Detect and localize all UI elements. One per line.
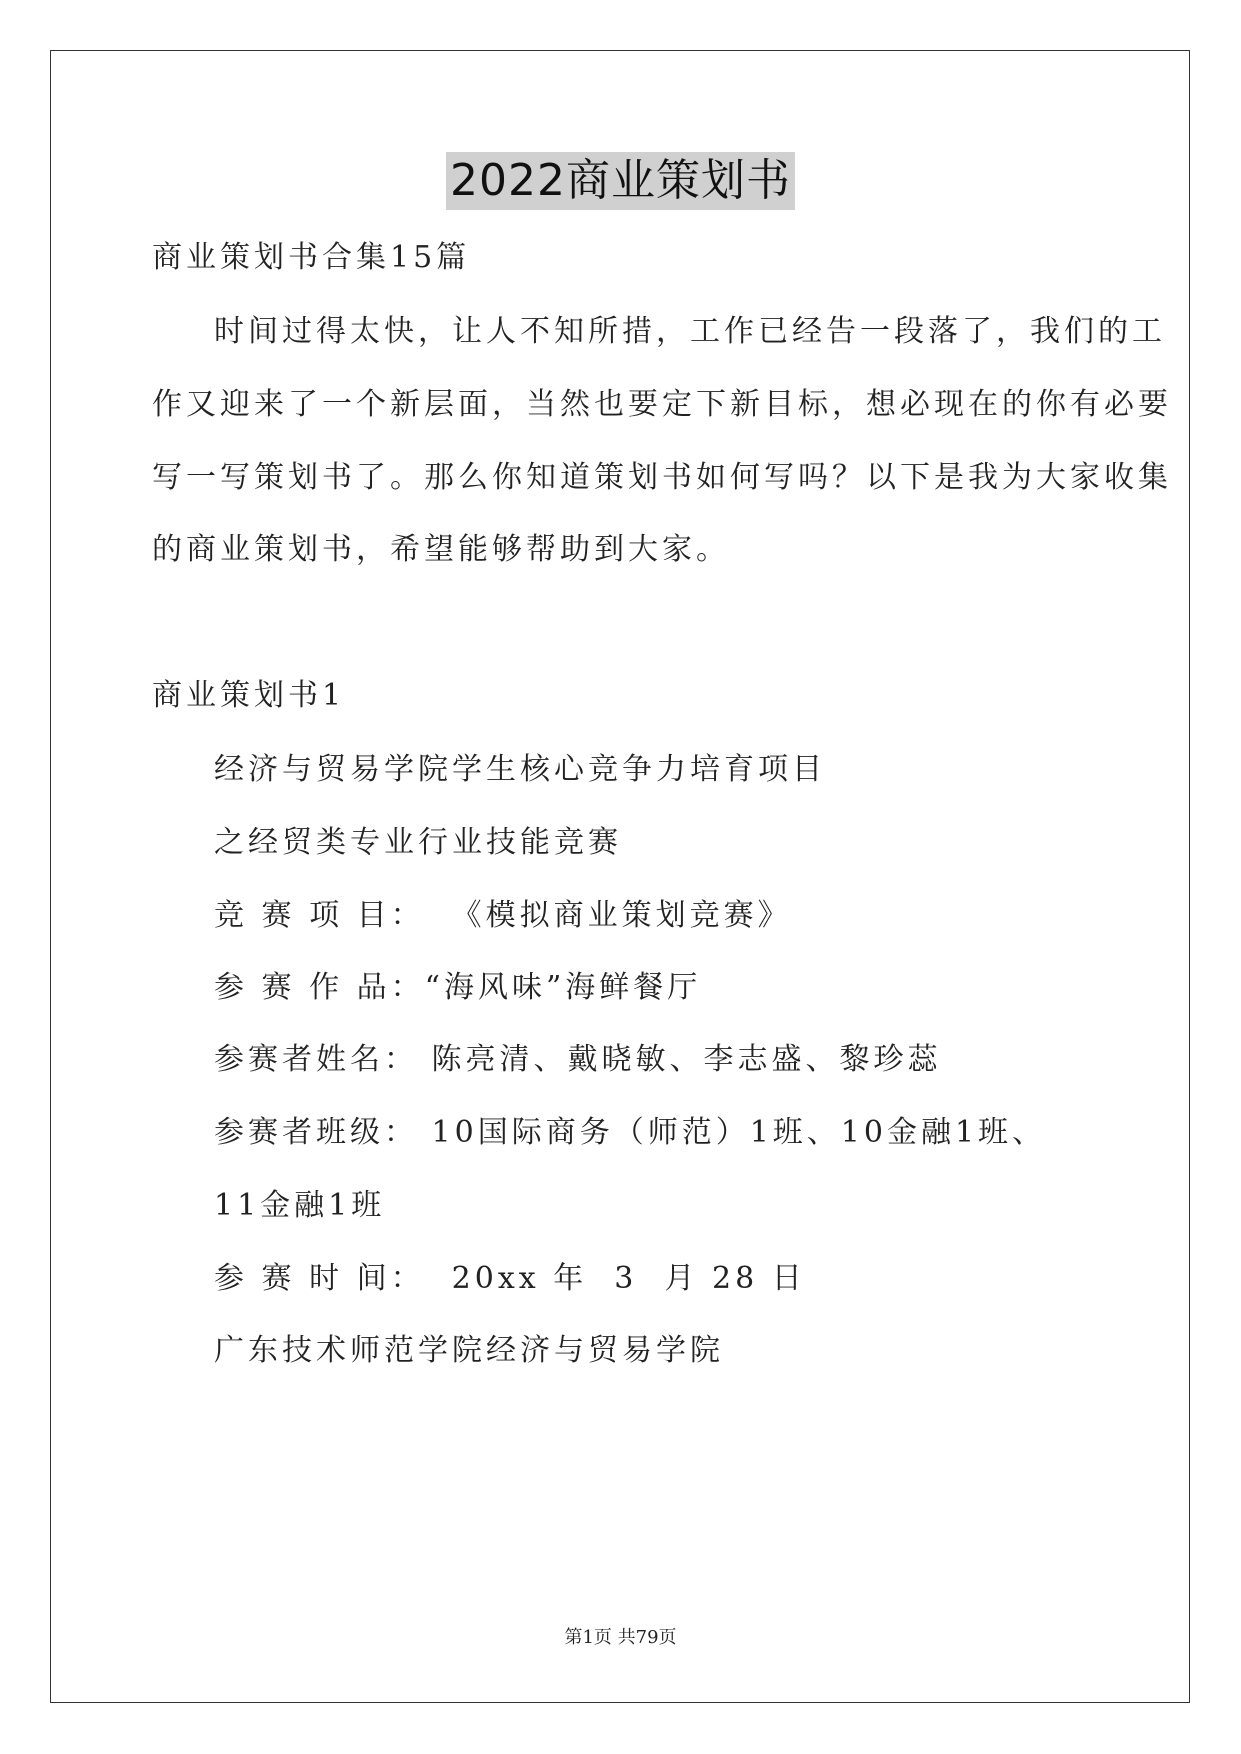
- title-container: [0, 152, 1241, 210]
- project-line-2: 之经贸类专业行业技能竞赛: [214, 825, 622, 860]
- intro-paragraph-line-3: 写一写策划书了。那么你知道策划书如何写吗？以下是我为大家收集: [152, 460, 1172, 495]
- entry-work: 参 赛 作 品：“海风味”海鲜餐厅: [214, 970, 702, 1005]
- participant-names: 参赛者姓名： 陈亮清、戴晓敏、李志盛、黎珍蕊: [214, 1042, 942, 1077]
- page-border: [50, 50, 1190, 1703]
- page-footer: 第1页 共79页: [564, 1627, 677, 1648]
- intro-paragraph-line-4: 的商业策划书，希望能够帮助到大家。: [152, 532, 730, 567]
- participant-classes-1: 参赛者班级： 10国际商务（师范）1班、10金融1班、: [214, 1115, 1047, 1150]
- competition-date: 参 赛 时 间： 20xx 年 3 月 28 日: [214, 1261, 806, 1296]
- intro-paragraph-line-2: 作又迎来了一个新层面，当然也要定下新目标，想必现在的你有必要: [152, 387, 1172, 422]
- project-line-1: 经济与贸易学院学生核心竞争力培育项目: [214, 752, 826, 787]
- collection-heading: 商业策划书合集15篇: [152, 240, 471, 275]
- competition-item: 竞 赛 项 目： 《模拟商业策划竞赛》: [214, 898, 792, 933]
- institution: 广东技术师范学院经济与贸易学院: [214, 1333, 724, 1368]
- document-title: 2022商业策划书: [446, 152, 795, 210]
- section-heading: 商业策划书1: [152, 678, 346, 713]
- intro-paragraph-line-1: 时间过得太快，让人不知所措，工作已经告一段落了，我们的工: [214, 314, 1166, 349]
- participant-classes-2: 11金融1班: [214, 1188, 386, 1223]
